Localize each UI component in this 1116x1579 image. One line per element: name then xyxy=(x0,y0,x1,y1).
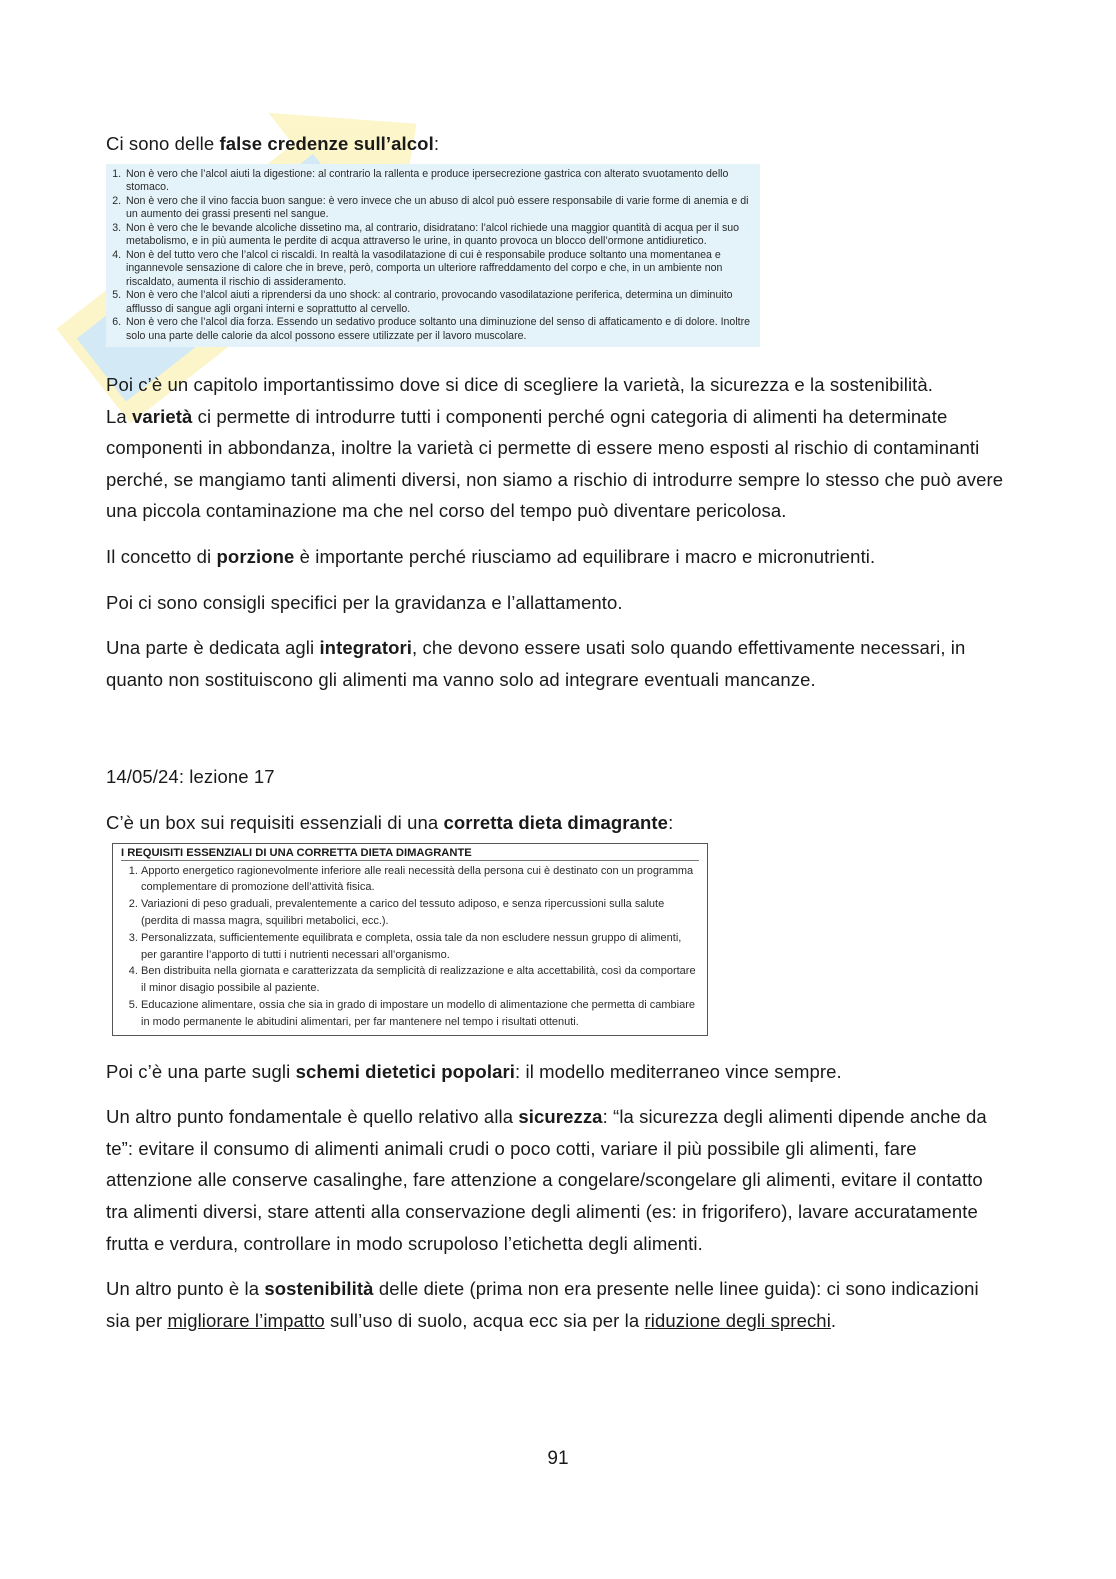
lesson-date: 14/05/24: lezione 17 xyxy=(106,766,275,788)
paragraph-integratori: Una parte è dedicata agli integratori, che devono essere usati solo quando effettivamente necessari, in quanto non sostituiscono gli alimenti ma vanno solo ad integrare eventuali mancanze. xyxy=(106,637,966,690)
list-item: 2. Non è vero che il vino faccia buon sangue: è vero invece che un abuso di alcol può essere responsabile di varie forme di anemia e di un aumento dei grassi presenti nel sangue. xyxy=(124,195,754,222)
paragraph-box-intro: C’è un box sui requisiti essenziali di una corretta dieta dimagrante: xyxy=(106,812,674,834)
paragraph-sicurezza: Un altro punto fondamentale è quello relativo alla sicurezza: “la sicurezza degli alimenti dipende anche da te”: evitare il consumo di alimenti animali crudi o poco cotti, variare il più possibile gli alimenti, fare attenzione alle conserve casalinghe, fare attenzione a congelare/scongelare gli alimenti, evitare il contatto tra alimenti diversi, stare attenti alla conservazione degli alimenti (es: in frigorifero), lavare accuratamente frutta e verdura, controllare in modo scrupoloso l’etichetta degli alimenti. xyxy=(106,1106,987,1254)
page-number: 91 xyxy=(547,1448,569,1469)
intro-alcohol: Ci sono delle false credenze sull’alcol: xyxy=(106,133,440,154)
list-item: 4. Non è del tutto vero che l’alcol ci riscaldi. In realtà la vasodilatazione di cui è responsabile produce soltanto una momentanea e ingannevole sensazione di calore che in breve, però, comporta un ulteriore raffreddamento del corpo e che, in un ambiente non riscaldato, aumenta il rischio di assideramento. xyxy=(124,249,754,290)
list-item: 2. Variazioni di peso graduali, prevalentemente a carico del tessuto adiposo, e senza ripercussioni sulla salute (perdita di massa magra, squilibri metabolici, ecc.). xyxy=(141,896,699,930)
list-item: 3. Non è vero che le bevande alcoliche dissetino ma, al contrario, disidratano: l’alcol richiede una maggior quantità di acqua per il suo metabolismo, e in più aumenta le perdite di acqua attraverso le urine, in quanto provoca un blocco dell’ormone antidiuretico. xyxy=(124,222,754,249)
paragraph-schemi: Poi c’è una parte sugli schemi dietetici popolari: il modello mediterraneo vince sempre. xyxy=(106,1060,842,1082)
list-item: 3. Personalizzata, sufficientemente equilibrata e completa, ossia tale da non escludere nessun gruppo di alimenti, per garantire l’apporto di tutti i nutrienti necessari all’organismo. xyxy=(141,930,699,964)
alcohol-myths-list xyxy=(106,168,754,344)
document-page xyxy=(106,128,1006,1350)
paragraph-gravidanza: Poi ci sono consigli specifici per la gravidanza e l’allattamento. xyxy=(106,591,623,613)
paragraph-varieta: Poi c’è un capitolo importantissimo dove si dice di scegliere la varietà, la sicurezza e la sostenibilità. La varietà ci permette di introdurre tutti i componenti perché ogni categoria di alimenti ha determinate componenti in abbondanza, inoltre la varietà ci permette di essere meno esposti al rischio di contaminanti perché, se mangiamo tanti alimenti diversi, non siamo a rischio di introdurre sempre lo stesso che può avere una piccola contaminazione ma che nel corso del tempo può diventare pericolosa. xyxy=(106,374,1004,522)
list-item: 4. Ben distribuita nella giornata e caratterizzata da semplicità di realizzazione e alta accettabilità, così da comportare il minor disagio possibile al paziente. xyxy=(141,963,699,997)
paragraph-porzione: Il concetto di porzione è importante perché riusciamo ad equilibrare i macro e micronutrienti. xyxy=(106,546,876,568)
list-item: 5. Educazione alimentare, ossia che sia in grado di impostare un modello di alimentazione che permetta di cambiare in modo permanente le abitudini alimentari, per far mantenere nel tempo i risultati ottenuti. xyxy=(141,997,699,1031)
requirements-title: I REQUISITI ESSENZIALI DI UNA CORRETTA DIETA DIMAGRANTE xyxy=(121,847,699,861)
list-item: 5. Non è vero che l’alcol aiuti a riprendersi da uno shock: al contrario, provocando vasodilatazione periferica, determina un diminuito afflusso di sangue agli organi interni e soprattutto al cervello. xyxy=(124,289,754,316)
paragraph-sostenibilita: Un altro punto è la sostenibilità delle diete (prima non era presente nelle linee guida): ci sono indicazioni sia per migliorare l’impatto sull’uso di suolo, acqua ecc sia per la riduzione degli sprechi. xyxy=(106,1278,979,1331)
list-item: 6. Non è vero che l’alcol dia forza. Essendo un sedativo produce soltanto una diminuzione del senso di affaticamento e di dolore. Inoltre solo una parte delle calorie da alcol possono essere utilizzate per il lavoro muscolare. xyxy=(124,316,754,343)
requirements-box xyxy=(112,843,708,1036)
requirements-list xyxy=(121,863,699,1031)
alcohol-myths-box xyxy=(106,164,760,348)
list-item: 1. Non è vero che l’alcol aiuti la digestione: al contrario la rallenta e produce ipersecrezione gastrica con alterato svuotamento dello stomaco. xyxy=(124,168,754,195)
list-item: 1. Apporto energetico ragionevolmente inferiore alle reali necessità della persona cui è destinato con un programma complementare di promozione dell’attività fisica. xyxy=(141,863,699,897)
